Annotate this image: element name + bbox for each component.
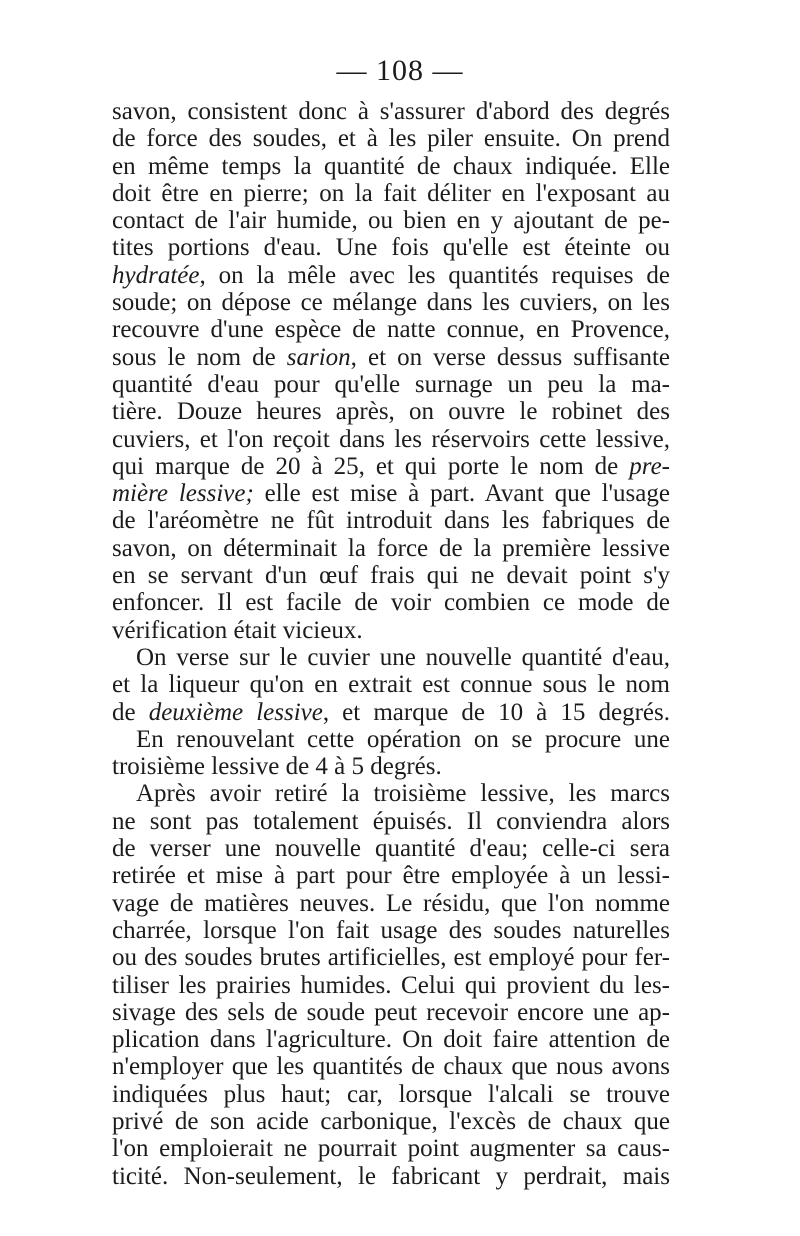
- body-text: [112, 98, 670, 1190]
- text-line: tière. Douze heures après, on ouvre le robinet des: [112, 398, 670, 426]
- italic-term: deuxième lessive: [148, 698, 323, 726]
- text-segment: , et on verse dessus suffisante: [350, 343, 671, 371]
- text-line: retirée et mise à part pour être employée à un lessi-: [112, 862, 670, 890]
- text-line: troisième lessive de 4 à 5 degrés.: [112, 753, 442, 781]
- text-line: en se servant d'un œuf frais qui ne devait point s'y: [112, 562, 670, 590]
- text-line: enfoncer. Il est facile de voir combien ce mode de: [112, 589, 670, 617]
- text-segment: , on la mêle avec les quantités requises de: [199, 261, 670, 289]
- text-line: [112, 480, 670, 507]
- text-segment: elle est mise à part. Avant que l'usage: [253, 480, 670, 508]
- text-line: [112, 453, 670, 480]
- page-number: — 108 —: [336, 54, 464, 87]
- italic-term: pre-: [629, 452, 670, 480]
- italic-term: sarion: [286, 343, 351, 371]
- italic-term: mière lessive;: [112, 480, 254, 508]
- text-line: l'on emploierait ne pourrait point augmenter sa caus-: [112, 1135, 670, 1163]
- text-line: savon, consistent donc à s'assurer d'abord des degrés: [112, 98, 670, 125]
- text-line: [112, 699, 670, 726]
- text-line: soude; on dépose ce mélange dans les cuviers, on les: [112, 289, 670, 317]
- text-line: ticité. Non-seulement, le fabricant y perdrait, mais: [112, 1162, 670, 1190]
- text-line: recouvre d'une espèce de natte connue, en Provence,: [112, 316, 670, 344]
- text-line: et la liqueur qu'on en extrait est connue sous le nom: [112, 671, 670, 699]
- text-line: de force des soudes, et à les piler ensuite. On prend: [112, 125, 670, 153]
- text-line: ou des soudes brutes artificielles, est employé pour fer-: [112, 944, 670, 972]
- text-line: tites portions d'eau. Une fois qu'elle est éteinte ou: [112, 234, 670, 262]
- text-line: vérification était vicieux.: [112, 616, 363, 644]
- text-line: En renouvelant cette opération on se procure une: [136, 725, 670, 753]
- text-line: plication dans l'agriculture. On doit faire attention de: [112, 1026, 670, 1054]
- text-line: contact de l'air humide, ou bien en y ajoutant de pe-: [112, 207, 670, 235]
- text-line: tiliser les prairies humides. Celui qui provient du les-: [112, 971, 670, 999]
- text-line: indiquées plus haut; car, lorsque l'alcali se trouve: [112, 1080, 670, 1108]
- text-segment: sous le nom de: [112, 343, 287, 371]
- text-line: charrée, lorsque l'on fait usage des soudes naturelles: [112, 916, 670, 944]
- text-line: privé de son acide carbonique, l'excès de chaux que: [112, 1107, 670, 1135]
- text-line: [112, 262, 670, 289]
- text-line: quantité d'eau pour qu'elle surnage un peu la ma-: [112, 370, 670, 398]
- text-line: Après avoir retiré la troisième lessive, les marcs: [136, 780, 670, 808]
- text-line: de verser une nouvelle quantité d'eau; celle-ci sera: [112, 835, 670, 863]
- text-line: savon, on déterminait la force de la première lessive: [112, 534, 670, 562]
- text-line: cuviers, et l'on reçoit dans les réservoirs cette lessive,: [112, 425, 670, 453]
- text-line: en même temps la quantité de chaux indiquée. Elle: [112, 152, 670, 180]
- text-segment: qui marque de 20 à 25, et qui porte le nom de: [112, 452, 630, 480]
- text-line: ne sont pas totalement épuisés. Il conviendra alors: [112, 807, 670, 835]
- text-segment: , et marque de 10 à 15 degrés.: [322, 698, 670, 726]
- text-line: n'employer que les quantités de chaux que nous avons: [112, 1053, 670, 1081]
- text-line: sivage des sels de soude peut recevoir encore une ap-: [112, 998, 670, 1026]
- text-line: doit être en pierre; on la fait déliter en l'exposant au: [112, 179, 670, 207]
- text-line: On verse sur le cuvier une nouvelle quantité d'eau,: [136, 643, 670, 671]
- text-line: [112, 344, 670, 371]
- text-line: de l'aréomètre ne fût introduit dans les fabriques de: [112, 507, 670, 535]
- text-segment: de: [112, 698, 149, 726]
- italic-term: hydratée: [112, 261, 200, 289]
- text-line: vage de matières neuves. Le résidu, que l'on nomme: [112, 889, 670, 917]
